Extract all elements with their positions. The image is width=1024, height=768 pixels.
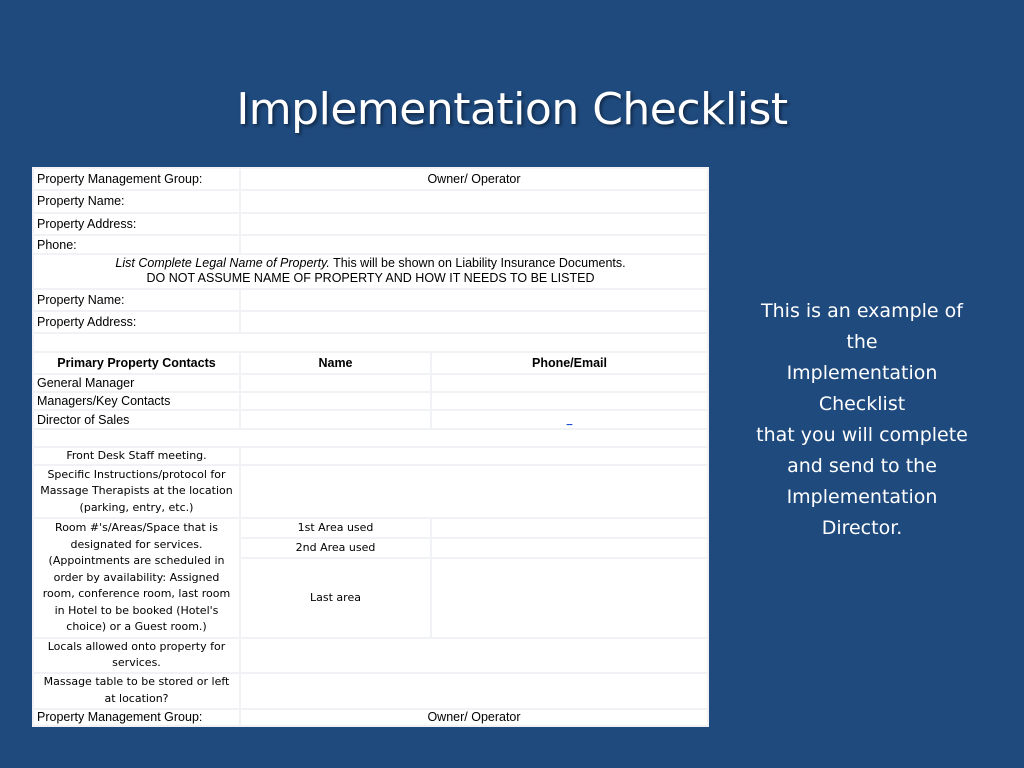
legal-name-note-warning: DO NOT ASSUME NAME OF PROPERTY AND HOW IT NEEDS TO BE LISTED xyxy=(146,271,595,286)
table-row xyxy=(34,411,707,427)
footer-pm-group-value[interactable]: Owner/ Operator xyxy=(241,710,707,725)
contacts-header-name: Name xyxy=(241,353,430,373)
contact-link[interactable]: _ xyxy=(566,414,573,426)
table-row xyxy=(34,169,707,189)
area-2-label: 2nd Area used xyxy=(241,539,430,557)
contact-phone-email-field[interactable] xyxy=(432,375,707,391)
legal-name-note xyxy=(34,255,707,288)
contact-role-managers: Managers/Key Contacts xyxy=(34,393,239,409)
massage-table-label: Massage table to be stored or left at location? xyxy=(34,674,239,708)
legal-property-address-label: Property Address: xyxy=(34,312,239,332)
property-name-label: Property Name: xyxy=(34,191,239,211)
contact-name-field[interactable] xyxy=(241,393,430,409)
side-note-line: Implementation xyxy=(786,362,938,384)
legal-property-name-field[interactable] xyxy=(241,290,707,310)
contacts-header-role: Primary Property Contacts xyxy=(34,353,239,373)
pm-group-value[interactable]: Owner/ Operator xyxy=(241,169,707,189)
table-row xyxy=(34,519,707,537)
contact-phone-email-field[interactable] xyxy=(432,411,707,427)
spacer-cell xyxy=(34,334,707,350)
side-note-line: that you will complete xyxy=(756,424,968,446)
table-row xyxy=(34,255,707,288)
legal-property-name-label: Property Name: xyxy=(34,290,239,310)
legal-property-address-field[interactable] xyxy=(241,312,707,332)
table-row xyxy=(34,710,707,725)
slide-title: Implementation Checklist xyxy=(236,84,788,135)
instructions-field[interactable] xyxy=(241,466,707,517)
front-desk-meeting-field[interactable] xyxy=(241,448,707,464)
table-row xyxy=(34,290,707,310)
table-row xyxy=(34,236,707,253)
table-row xyxy=(34,312,707,332)
locals-allowed-label: Locals allowed onto property for services. xyxy=(34,639,239,673)
property-address-field[interactable] xyxy=(241,214,707,234)
contact-name-field[interactable] xyxy=(241,375,430,391)
phone-label: Phone: xyxy=(34,236,239,253)
property-name-field[interactable] xyxy=(241,191,707,211)
instructions-label: Specific Instructions/protocol for Massage Therapists at the location (parking, entry, etc.) xyxy=(34,466,239,517)
massage-table-field[interactable] xyxy=(241,674,707,708)
table-row xyxy=(34,393,707,409)
area-1-field[interactable] xyxy=(432,519,707,537)
contact-role-general-manager: General Manager xyxy=(34,375,239,391)
side-note-line: Implementation xyxy=(786,486,938,508)
contacts-header-phone-email: Phone/Email xyxy=(432,353,707,373)
side-note-line: This is an example of xyxy=(761,300,963,322)
property-address-label: Property Address: xyxy=(34,214,239,234)
table-row xyxy=(34,639,707,673)
legal-name-note-italic: List Complete Legal Name of Property. xyxy=(115,255,330,270)
legal-name-note-text: This will be shown on Liability Insurance Documents. xyxy=(329,255,626,270)
contact-name-field[interactable] xyxy=(241,411,430,427)
table-row xyxy=(34,674,707,708)
area-1-label: 1st Area used xyxy=(241,519,430,537)
table-row xyxy=(34,466,707,517)
contact-role-director-of-sales: Director of Sales xyxy=(34,411,239,427)
phone-field[interactable] xyxy=(241,236,707,253)
rooms-label: Room #'s/Areas/Space that is designated for services. (Appointments are scheduled in order by availability: Assigned room, conference room, last room in Hotel to be booked (Hotel's choice) or a Guest room.) xyxy=(34,519,239,637)
spacer-row xyxy=(34,430,707,446)
table-row xyxy=(34,448,707,464)
side-note-line: and send to the xyxy=(787,455,937,477)
pm-group-label: Property Management Group: xyxy=(34,169,239,189)
spacer-row xyxy=(34,334,707,350)
table-row xyxy=(34,214,707,234)
contacts-header-row xyxy=(34,353,707,373)
locals-allowed-field[interactable] xyxy=(241,639,707,673)
area-2-field[interactable] xyxy=(432,539,707,557)
front-desk-meeting-label: Front Desk Staff meeting. xyxy=(34,448,239,464)
last-area-label: Last area xyxy=(241,559,430,636)
side-note-line: Director. xyxy=(821,517,903,539)
side-note-line: the xyxy=(846,331,878,353)
side-note-line: Checklist xyxy=(818,393,906,415)
footer-pm-group-label: Property Management Group: xyxy=(34,710,239,725)
implementation-checklist-table xyxy=(32,167,709,727)
contact-phone-email-field[interactable] xyxy=(432,393,707,409)
table-row xyxy=(34,375,707,391)
table-row xyxy=(34,191,707,211)
last-area-field[interactable] xyxy=(432,559,707,636)
side-note xyxy=(738,296,986,544)
spacer-cell xyxy=(34,430,707,446)
